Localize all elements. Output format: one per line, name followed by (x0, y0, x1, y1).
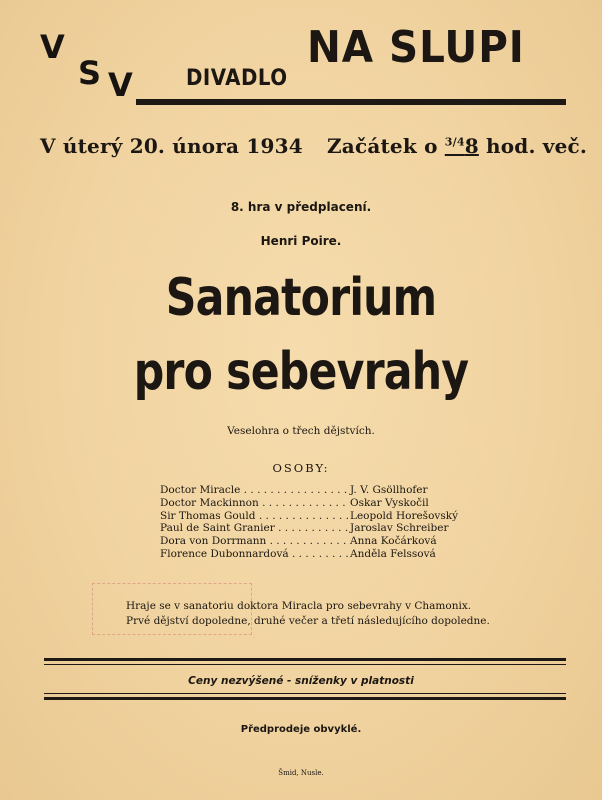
cast-heading: OSOBY: (272, 461, 330, 475)
cast-actor: Leopold Horešovský (350, 509, 459, 522)
play-author: Henri Poire. (260, 234, 342, 248)
cast-role: Doctor Mackinnon . . . (160, 497, 350, 510)
start-time-value (445, 134, 479, 158)
start-time (327, 134, 587, 158)
divider-rule (44, 693, 566, 694)
cast-row (160, 484, 460, 497)
cast-role: Paul de Saint Granier . . . (160, 522, 350, 535)
logo-letter-v2: V (108, 66, 133, 104)
play-title-line2: pro sebevrahy (133, 342, 469, 402)
subscription-note: 8. hra v předplacení. (230, 200, 372, 214)
cast-role: Florence Dubonnardová . . . (160, 548, 350, 561)
play-genre: Veselohra o třech dějstvích. (227, 425, 375, 437)
divider-rule (44, 664, 566, 665)
setting-note (126, 599, 506, 629)
header-rule (136, 99, 566, 105)
start-suffix: hod. več. (478, 134, 588, 158)
printer-credit: Šmid, Nusle. (278, 769, 324, 777)
cast-row (160, 522, 460, 535)
cast-row (160, 548, 460, 561)
cast-list (160, 484, 460, 561)
cast-actor: Anděla Felssová (350, 547, 436, 560)
logo-letter-s: S (78, 54, 102, 92)
start-hour: 8 (464, 134, 479, 158)
cast-actor: Jaroslav Schreiber (350, 522, 449, 535)
cast-row (160, 535, 460, 548)
cast-role: Doctor Miracle . . . (160, 484, 350, 497)
cast-actor: Oskar Vyskočil (350, 496, 429, 509)
cast-row (160, 497, 460, 510)
prices-note: Ceny nezvýšené - snížen‌ky v platnosti (188, 675, 414, 687)
cast-role: Sir Thomas Gould . . . (160, 510, 350, 523)
start-prefix: Začátek o (327, 134, 445, 158)
play-title-line1: Sanatorium (165, 268, 437, 328)
setting-note-line1: Hraje se v sanatoriu doktora Miracla pro sebevrahy v Chamonix. (126, 600, 472, 612)
theatre-label: DIVADLO (186, 66, 288, 91)
cast-actor: J. V. Gsöllhofer (350, 484, 428, 496)
cast-role: Dora von Dorrmann . . . (160, 535, 350, 548)
start-fraction: 3/4 (444, 135, 465, 149)
theatre-name: NA SLUPI (307, 22, 525, 73)
divider-rule (44, 658, 566, 661)
performance-date: V úterý 20. února 1934 (40, 134, 303, 158)
vsv-logo (40, 28, 140, 103)
cast-actor: Anna Kočárková (350, 535, 437, 548)
logo-letter-v: V (40, 28, 65, 66)
setting-note-line2: Prvé dějství dopoledne, druhé večer a třetí následujícího dopoledne. (126, 615, 490, 627)
presale-note: Předprodeje obvyklé. (240, 724, 362, 735)
divider-rule (44, 697, 566, 700)
cast-row (160, 510, 460, 523)
